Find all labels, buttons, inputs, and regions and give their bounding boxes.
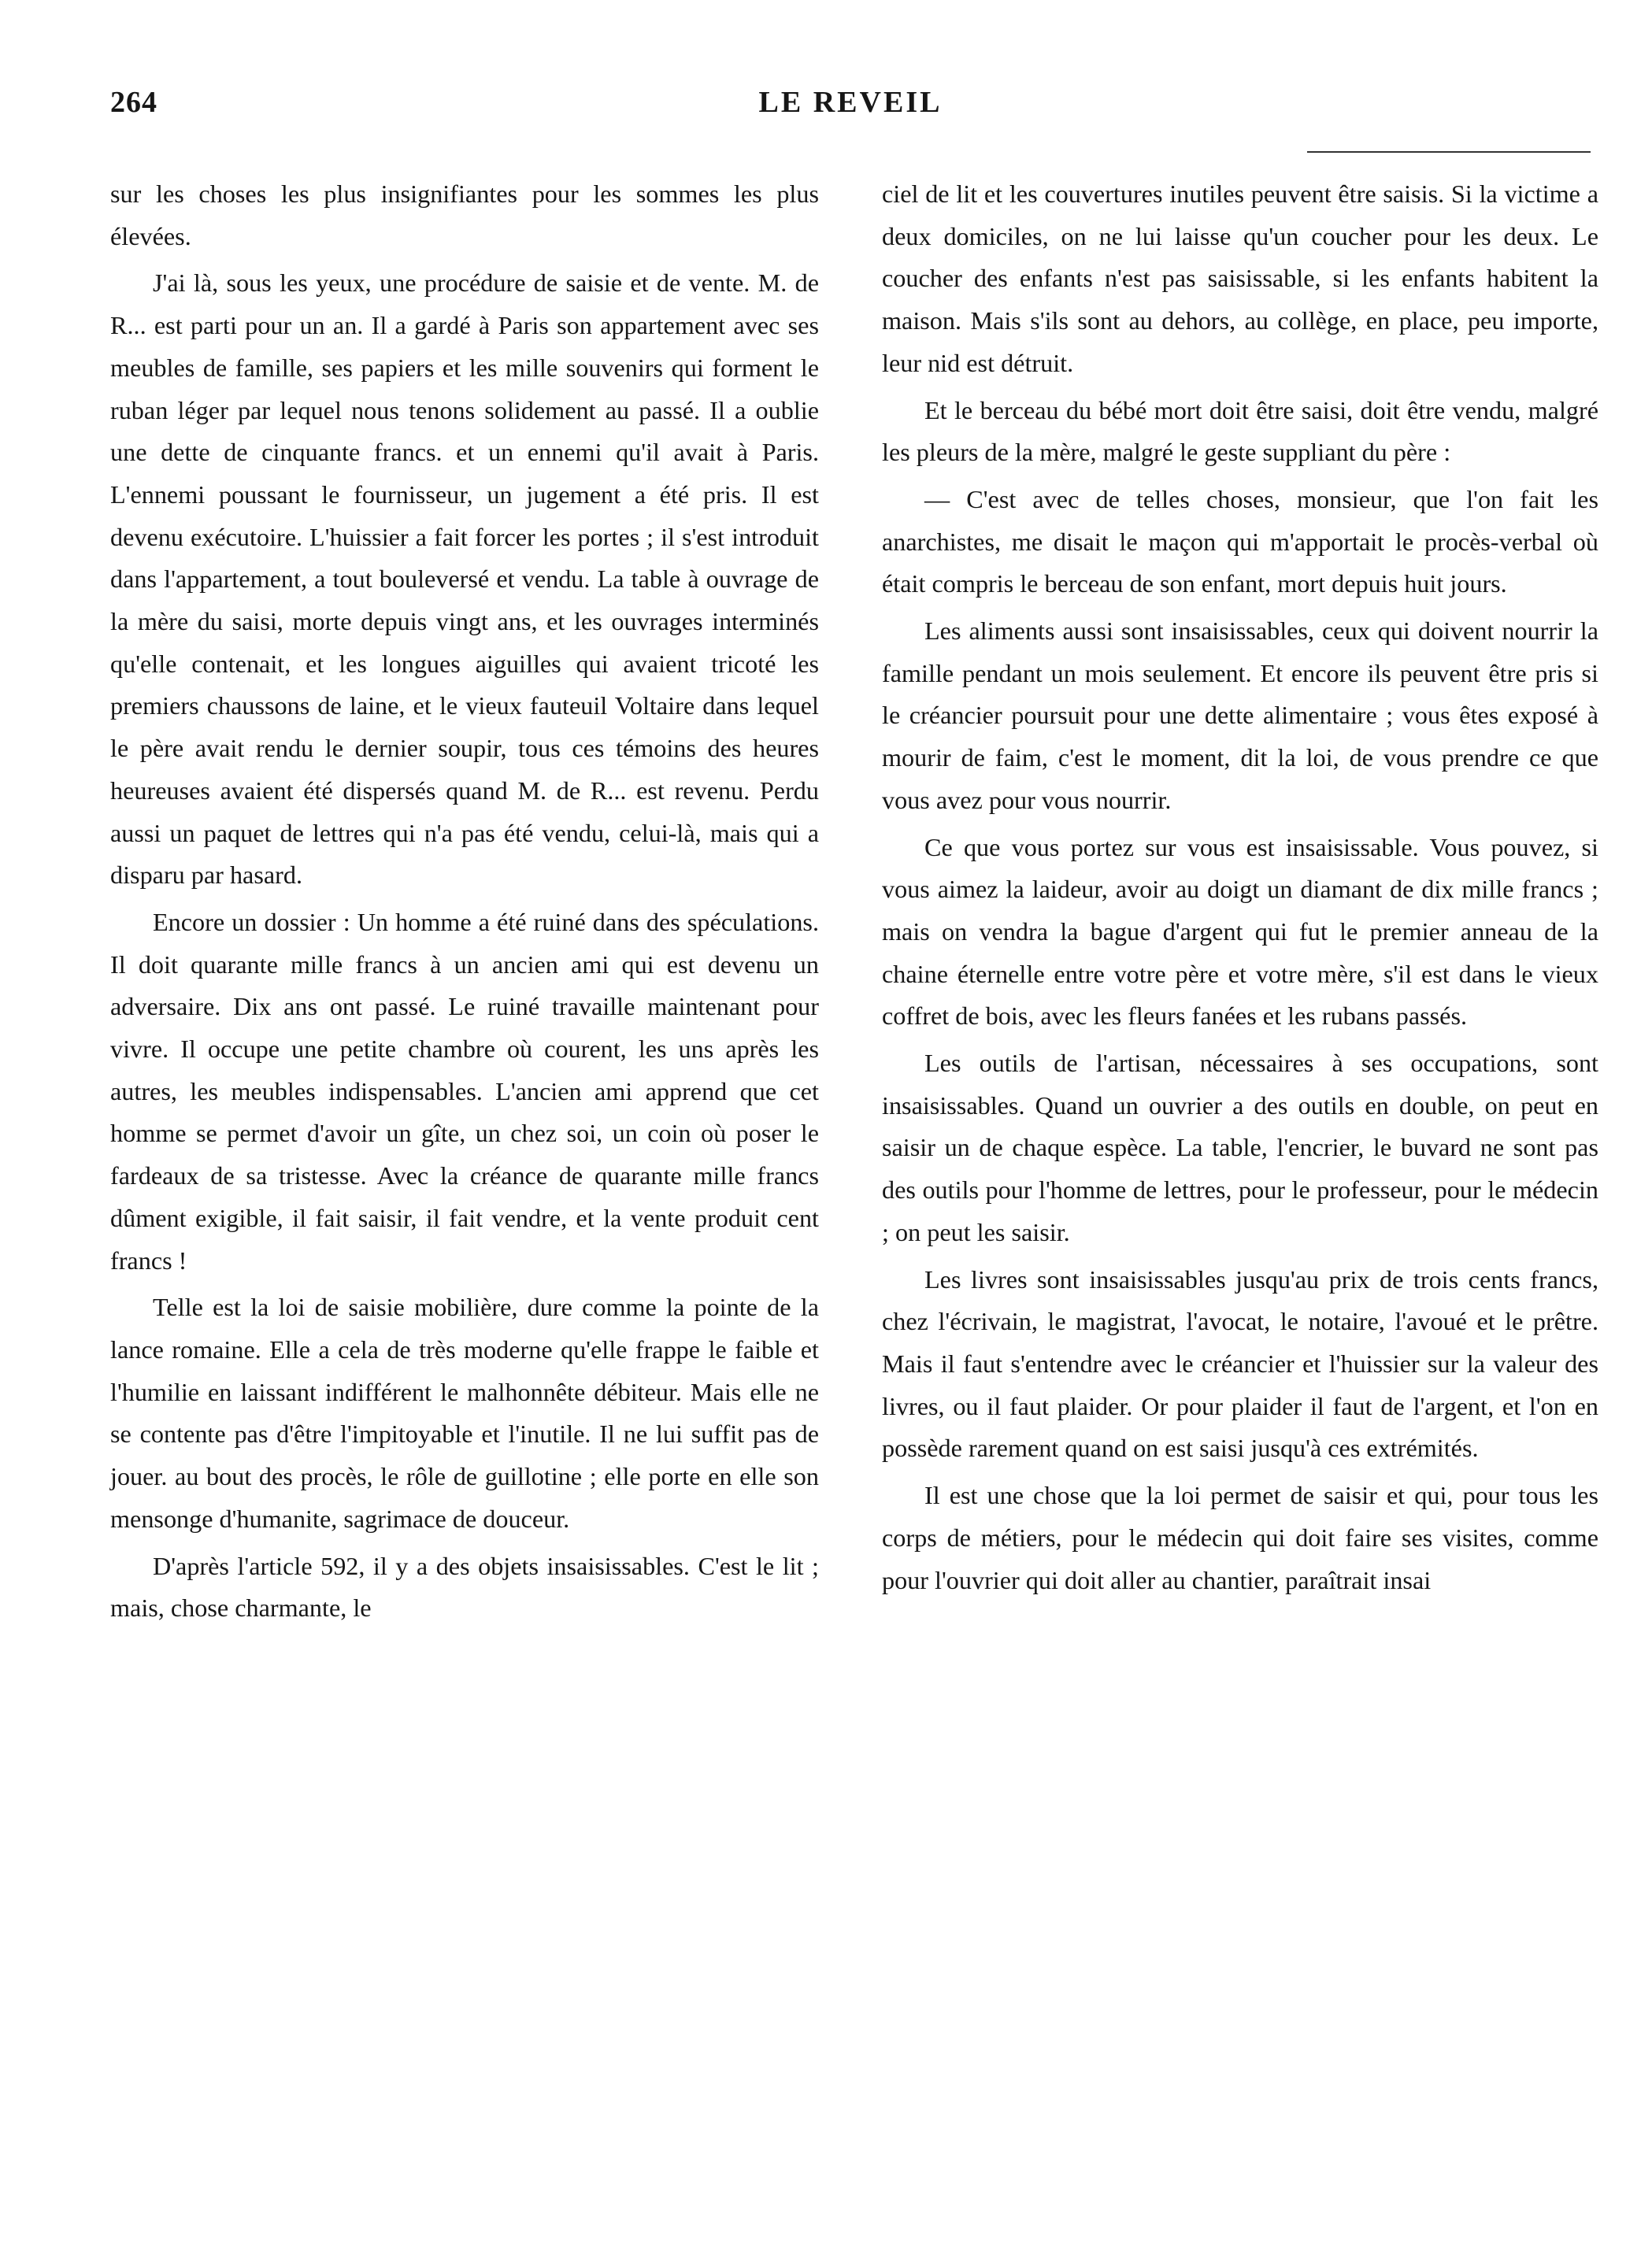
right-column [882,173,1598,1606]
paragraph: Il est une chose que la loi permet de saisir et qui, pour tous les corps de métiers, pour le médecin qui doit faire ses visites, comme pour l'ouvrier qui doit aller au chantier, paraîtrait insai [882,1481,1598,1594]
paragraph: Les livres sont insaisissables jusqu'au prix de trois cents francs, chez l'écrivain, le magistrat, l'avocat, le notaire, l'avoué et le prêtre. Mais il faut s'entendre avec le créancier et l'huissier sur la valeur des livres, ou il faut plaider. Or pour plaider il faut de l'argent, et l'on en possède rarement quand on est saisi jusqu'à ces extrémités. [882,1264,1598,1463]
left-column [110,173,819,1634]
paragraph: Les outils de l'artisan, nécessaires à ses occupations, sont insaisissables. Quand un ouvrier a des outils en double, on peut en saisir un de chaque espèce. La table, l'encrier, le buvard ne sont pas des outils pour l'homme de lettres, pour le professeur, pour le médecin ; on peut les saisir. [882,1049,1598,1246]
paragraph: — C'est avec de telles choses, monsieur, que l'on fait les anarchistes, me disait le maçon qui m'apportait le procès-verbal où était compris le berceau de son enfant, mort depuis huit jours. [882,484,1598,598]
header-rule [1307,151,1591,153]
paragraph: ciel de lit et les couvertures inutiles peuvent être saisis. Si la victime a deux domiciles, on ne lui laisse qu'un coucher pour les deux. Le coucher des enfants n'est pas saisissable, si les enfants habitent la maison. Mais s'ils sont au dehors, au collège, en place, peu importe, leur nid est détruit. [882,180,1598,377]
page-header [110,85,1591,132]
paragraph: D'après l'article 592, il y a des objets insaisissables. C'est le lit ; mais, chose charmante, le [110,1551,819,1623]
paragraph: Les aliments aussi sont insaisissables, ceux qui doivent nourrir la famille pendant un mois seulement. Et encore ils peuvent être pris si le créancier poursuit pour une dette alimentaire ; vous êtes exposé à mourir de faim, c'est le moment, dit la loi, de vous prendre ce que vous avez pour vous nourrir. [882,616,1598,814]
paragraph: Telle est la loi de saisie mobilière, dure comme la pointe de la lance romaine. Elle a cela de très moderne qu'elle frappe le faible et l'humilie en laissant indifférent le malhonnête débiteur. Mais elle ne se contente pas d'être l'impitoyable et l'inutile. Il ne lui suffit pas de jouer. au bout des procès, le rôle de guillotine ; elle porte en elle son mensonge d'humanite, sagrimace de douceur. [110,1293,819,1533]
paragraph: Ce que vous portez sur vous est insaisissable. Vous pouvez, si vous aimez la laideur, avoir au doigt un diamant de dix mille francs ; mais on vendra la bague d'argent qui fut le premier anneau de la chaine éternelle entre votre père et votre mère, s'il est dans le vieux coffret de bois, avec les fleurs fanées et les rubans passés. [882,832,1598,1031]
paragraph: J'ai là, sous les yeux, une procédure de saisie et de vente. M. de R... est parti pour un an. Il a gardé à Paris son appartement avec ses meubles de famille, ses papiers et les mille souvenirs qui forment le ruban léger par lequel nous tenons solidement au passé. Il a oublie une dette de cinquante francs. et un ennemi qu'il avait à Paris. L'ennemi poussant le fournisseur, un jugement a été pris. Il est devenu exécutoire. L'huissier a fait forcer les portes ; il s'est introduit dans l'appartement, a tout bouleversé et vendu. La table à ouvrage de la mère du saisi, morte depuis vingt ans, et les ouvrages interminés qu'elle contenait, et les longues aiguilles qui avaient tricoté les premiers chaussons de laine, et le vieux fauteuil Voltaire dans lequel le père avait rendu le dernier soupir, tous ces témoins des heures heureuses avaient été dispersés quand M. de R... est revenu. Perdu aussi un paquet de lettres qui n'a pas été vendu, celui-là, mais qui a disparu par hasard. [110,268,819,890]
paragraph: Encore un dossier : Un homme a été ruiné dans des spéculations. Il doit quarante mille francs à un ancien ami qui est devenu un adversaire. Dix ans ont passé. Le ruiné travaille maintenant pour vivre. Il occupe une petite chambre où courent, les uns après les autres, les meubles indispensables. L'ancien ami apprend que cet homme se permet d'avoir un gîte, un chez soi, un coin où poser le fardeaux de sa tristesse. Avec la créance de quarante mille francs dûment exigible, il fait saisir, il fait vendre, et la vente produit cent francs ! [110,907,819,1275]
journal-title: LE REVEIL [758,86,943,119]
page-number: 264 [110,86,157,119]
paragraph: Et le berceau du bébé mort doit être saisi, doit être vendu, malgré les pleurs de la mère, malgré le geste suppliant du père : [882,395,1598,467]
paragraph: sur les choses les plus insignifiantes pour les sommes les plus élevées. [110,180,819,250]
